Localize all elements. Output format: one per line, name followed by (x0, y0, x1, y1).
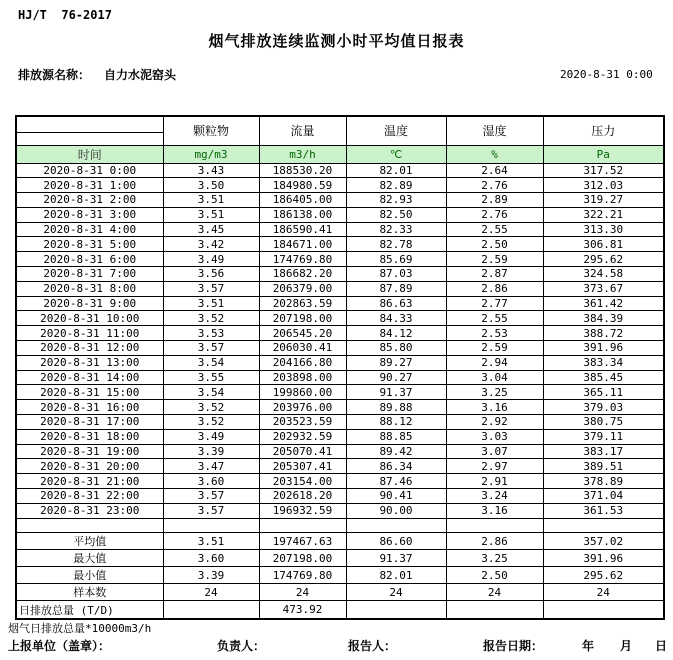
hourly-data-row (16, 355, 664, 370)
value-cell: 388.72 (543, 326, 664, 341)
value-cell: 3.53 (163, 326, 259, 341)
value-cell: 3.57 (163, 503, 259, 518)
row-label-cell: 平均值 (16, 533, 163, 550)
value-cell: 206030.41 (259, 341, 346, 356)
value-cell: 188530.20 (259, 163, 346, 178)
value-cell: 373.67 (543, 281, 664, 296)
value-cell: 383.17 (543, 444, 664, 459)
row-label-cell: 2020-8-31 20:00 (16, 459, 163, 474)
page-title: 烟气排放连续监测小时平均值日报表 (208, 32, 465, 50)
time-column-header: 时间 (16, 145, 163, 163)
value-cell: 2.77 (446, 296, 543, 311)
row-label-cell: 2020-8-31 15:00 (16, 385, 163, 400)
emission-source-name: 自力水泥窑头 (104, 68, 177, 82)
empty-cell (163, 518, 259, 533)
row-label-cell: 2020-8-31 9:00 (16, 296, 163, 311)
hourly-data-row (16, 326, 664, 341)
hourly-data-row (16, 503, 664, 518)
hourly-data-row (16, 207, 664, 222)
hourly-data-row (16, 444, 664, 459)
hourly-data-row (16, 370, 664, 385)
value-cell: 3.54 (163, 355, 259, 370)
row-label-cell: 日排放总量 (T/D) (16, 601, 163, 619)
value-cell: 24 (446, 584, 543, 601)
hourly-data-row (16, 474, 664, 489)
summary-row (16, 567, 664, 584)
row-label-cell: 2020-8-31 22:00 (16, 489, 163, 504)
value-cell: 84.12 (346, 326, 446, 341)
value-cell: 2.87 (446, 267, 543, 282)
value-cell: 3.54 (163, 385, 259, 400)
value-cell: 3.50 (163, 178, 259, 193)
value-cell: 3.24 (446, 489, 543, 504)
value-cell: 3.60 (163, 550, 259, 567)
value-cell: 206545.20 (259, 326, 346, 341)
value-cell: 385.45 (543, 370, 664, 385)
report-unit-label: 上报单位（盖章）： (8, 639, 111, 653)
column-header-pressure: 压力 (543, 116, 664, 145)
value-cell: 184671.00 (259, 237, 346, 252)
row-label-cell: 2020-8-31 2:00 (16, 193, 163, 208)
value-cell: 197467.63 (259, 533, 346, 550)
value-cell: 174769.80 (259, 567, 346, 584)
value-cell: 206379.00 (259, 281, 346, 296)
value-cell: 91.37 (346, 385, 446, 400)
hourly-data-row (16, 237, 664, 252)
value-cell: 3.25 (446, 385, 543, 400)
value-cell: 3.42 (163, 237, 259, 252)
value-cell: 2.64 (446, 163, 543, 178)
value-cell: 324.58 (543, 267, 664, 282)
day-label: 日 (655, 639, 668, 653)
value-cell: 3.39 (163, 567, 259, 584)
value-cell: 379.03 (543, 400, 664, 415)
hourly-data-row (16, 429, 664, 444)
month-label: 月 (620, 639, 633, 653)
value-cell: 88.85 (346, 429, 446, 444)
value-cell: 3.03 (446, 429, 543, 444)
value-cell: 88.12 (346, 415, 446, 430)
row-label-cell: 2020-8-31 3:00 (16, 207, 163, 222)
value-cell (346, 601, 446, 619)
hourly-data-row (16, 252, 664, 267)
value-cell: 473.92 (259, 601, 346, 619)
summary-row (16, 533, 664, 550)
value-cell: 82.01 (346, 567, 446, 584)
hourly-data-row (16, 415, 664, 430)
value-cell: 3.07 (446, 444, 543, 459)
value-cell: 3.49 (163, 429, 259, 444)
value-cell: 2.76 (446, 207, 543, 222)
empty-cell (16, 518, 163, 533)
value-cell: 313.30 (543, 222, 664, 237)
value-cell: 3.04 (446, 370, 543, 385)
value-cell: 203976.00 (259, 400, 346, 415)
value-cell: 383.34 (543, 355, 664, 370)
value-cell: 91.37 (346, 550, 446, 567)
value-cell: 186682.20 (259, 267, 346, 282)
hourly-data-row (16, 193, 664, 208)
value-cell: 82.50 (346, 207, 446, 222)
hourly-data-row (16, 281, 664, 296)
value-cell: 24 (346, 584, 446, 601)
value-cell: 3.43 (163, 163, 259, 178)
empty-cell (259, 518, 346, 533)
emission-source-line (18, 66, 176, 83)
summary-row (16, 601, 664, 619)
value-cell: 2.92 (446, 415, 543, 430)
value-cell: 82.89 (346, 178, 446, 193)
value-cell: 391.96 (543, 341, 664, 356)
value-cell: 3.52 (163, 400, 259, 415)
value-cell: 89.42 (346, 444, 446, 459)
unit-row (16, 145, 664, 163)
hourly-data-row (16, 489, 664, 504)
value-cell: 322.21 (543, 207, 664, 222)
reporter-label: 报告人： (348, 639, 397, 653)
value-cell: 186405.00 (259, 193, 346, 208)
value-cell: 3.52 (163, 415, 259, 430)
value-cell: 2.59 (446, 252, 543, 267)
unit-humidity: % (446, 145, 543, 163)
standard-code: HJ/T 76-2017 (18, 8, 112, 22)
value-cell: 357.02 (543, 533, 664, 550)
row-label-cell: 2020-8-31 7:00 (16, 267, 163, 282)
value-cell: 82.93 (346, 193, 446, 208)
row-label-cell: 2020-8-31 19:00 (16, 444, 163, 459)
spacer-section (16, 518, 664, 533)
value-cell: 3.51 (163, 207, 259, 222)
row-label-cell: 最小值 (16, 567, 163, 584)
value-cell: 3.51 (163, 296, 259, 311)
value-cell: 3.57 (163, 341, 259, 356)
value-cell: 82.78 (346, 237, 446, 252)
hourly-data-row (16, 459, 664, 474)
value-cell: 3.57 (163, 281, 259, 296)
value-cell: 3.60 (163, 474, 259, 489)
value-cell: 87.03 (346, 267, 446, 282)
hourly-data-row (16, 400, 664, 415)
row-label-cell: 2020-8-31 14:00 (16, 370, 163, 385)
column-header-humidity: 湿度 (446, 116, 543, 145)
value-cell: 184980.59 (259, 178, 346, 193)
value-cell: 24 (543, 584, 664, 601)
hourly-data-row (16, 222, 664, 237)
value-cell: 87.46 (346, 474, 446, 489)
corner-cell-bottom (16, 132, 163, 145)
value-cell: 2.91 (446, 474, 543, 489)
value-cell: 199860.00 (259, 385, 346, 400)
value-cell: 84.33 (346, 311, 446, 326)
hourly-data-rows (16, 163, 664, 518)
value-cell: 3.55 (163, 370, 259, 385)
spacer-row (16, 518, 664, 533)
value-cell: 371.04 (543, 489, 664, 504)
value-cell: 2.86 (446, 281, 543, 296)
value-cell: 3.47 (163, 459, 259, 474)
value-cell: 2.53 (446, 326, 543, 341)
value-cell: 384.39 (543, 311, 664, 326)
value-cell: 2.50 (446, 237, 543, 252)
value-cell: 186138.00 (259, 207, 346, 222)
unit-temperature: ℃ (346, 145, 446, 163)
hourly-data-row (16, 267, 664, 282)
summary-row (16, 550, 664, 567)
value-cell: 203154.00 (259, 474, 346, 489)
summary-row (16, 584, 664, 601)
value-cell: 87.89 (346, 281, 446, 296)
value-cell: 2.94 (446, 355, 543, 370)
value-cell: 389.51 (543, 459, 664, 474)
row-label-cell: 2020-8-31 1:00 (16, 178, 163, 193)
value-cell: 3.16 (446, 400, 543, 415)
row-label-cell: 样本数 (16, 584, 163, 601)
value-cell: 202932.59 (259, 429, 346, 444)
value-cell: 319.27 (543, 193, 664, 208)
empty-cell (446, 518, 543, 533)
value-cell: 207198.00 (259, 550, 346, 567)
value-cell: 203898.00 (259, 370, 346, 385)
value-cell: 186590.41 (259, 222, 346, 237)
column-header-pm: 颗粒物 (163, 116, 259, 145)
year-label: 年 (582, 639, 595, 653)
value-cell: 207198.00 (259, 311, 346, 326)
value-cell: 202618.20 (259, 489, 346, 504)
value-cell: 391.96 (543, 550, 664, 567)
unit-pressure: Pa (543, 145, 664, 163)
row-label-cell: 2020-8-31 0:00 (16, 163, 163, 178)
value-cell: 86.60 (346, 533, 446, 550)
hourly-data-row (16, 385, 664, 400)
value-cell: 203523.59 (259, 415, 346, 430)
value-cell: 380.75 (543, 415, 664, 430)
value-cell: 86.34 (346, 459, 446, 474)
value-cell: 3.56 (163, 267, 259, 282)
hourly-data-row (16, 178, 664, 193)
row-label-cell: 2020-8-31 8:00 (16, 281, 163, 296)
value-cell: 85.69 (346, 252, 446, 267)
value-cell: 2.86 (446, 533, 543, 550)
value-cell: 174769.80 (259, 252, 346, 267)
empty-cell (346, 518, 446, 533)
value-cell: 361.42 (543, 296, 664, 311)
value-cell: 82.01 (346, 163, 446, 178)
value-cell: 2.55 (446, 311, 543, 326)
value-cell: 85.80 (346, 341, 446, 356)
column-header-temperature: 温度 (346, 116, 446, 145)
hourly-data-row (16, 311, 664, 326)
column-header-flow: 流量 (259, 116, 346, 145)
value-cell: 2.59 (446, 341, 543, 356)
row-label-cell: 2020-8-31 4:00 (16, 222, 163, 237)
value-cell: 90.41 (346, 489, 446, 504)
emission-source-label: 排放源名称： (18, 68, 91, 82)
row-label-cell: 2020-8-31 6:00 (16, 252, 163, 267)
value-cell: 3.51 (163, 193, 259, 208)
value-cell: 317.52 (543, 163, 664, 178)
corner-cell-top (16, 116, 163, 132)
value-cell: 2.50 (446, 567, 543, 584)
value-cell: 86.63 (346, 296, 446, 311)
value-cell: 24 (163, 584, 259, 601)
value-cell (446, 601, 543, 619)
value-cell: 196932.59 (259, 503, 346, 518)
value-cell: 202863.59 (259, 296, 346, 311)
value-cell: 3.51 (163, 533, 259, 550)
value-cell: 2.55 (446, 222, 543, 237)
empty-cell (543, 518, 664, 533)
row-label-cell: 2020-8-31 12:00 (16, 341, 163, 356)
value-cell: 3.25 (446, 550, 543, 567)
row-label-cell: 2020-8-31 5:00 (16, 237, 163, 252)
value-cell: 312.03 (543, 178, 664, 193)
hourly-data-row (16, 296, 664, 311)
value-cell (543, 601, 664, 619)
footer-note: 烟气日排放总量*10000m3/h (8, 622, 152, 635)
value-cell: 3.49 (163, 252, 259, 267)
value-cell: 90.27 (346, 370, 446, 385)
report-date-label: 报告日期： (483, 639, 544, 653)
value-cell: 295.62 (543, 252, 664, 267)
value-cell: 361.53 (543, 503, 664, 518)
value-cell: 295.62 (543, 567, 664, 584)
value-cell: 3.39 (163, 444, 259, 459)
value-cell: 90.00 (346, 503, 446, 518)
value-cell: 3.52 (163, 311, 259, 326)
hourly-average-table (15, 115, 665, 620)
pollutant-name-row (16, 116, 664, 132)
row-label-cell: 2020-8-31 17:00 (16, 415, 163, 430)
value-cell: 205070.41 (259, 444, 346, 459)
table-header (16, 116, 664, 163)
responsible-person-label: 负责人： (217, 639, 266, 653)
value-cell: 379.11 (543, 429, 664, 444)
value-cell: 82.33 (346, 222, 446, 237)
unit-flow: m3/h (259, 145, 346, 163)
value-cell: 2.89 (446, 193, 543, 208)
row-label-cell: 2020-8-31 10:00 (16, 311, 163, 326)
value-cell: 378.89 (543, 474, 664, 489)
report-datetime: 2020-8-31 0:00 (560, 68, 653, 81)
row-label-cell: 2020-8-31 11:00 (16, 326, 163, 341)
row-label-cell: 2020-8-31 23:00 (16, 503, 163, 518)
row-label-cell: 2020-8-31 13:00 (16, 355, 163, 370)
value-cell: 2.97 (446, 459, 543, 474)
value-cell: 89.27 (346, 355, 446, 370)
hourly-data-row (16, 163, 664, 178)
value-cell: 3.16 (446, 503, 543, 518)
value-cell: 2.76 (446, 178, 543, 193)
value-cell: 306.81 (543, 237, 664, 252)
value-cell: 365.11 (543, 385, 664, 400)
row-label-cell: 2020-8-31 16:00 (16, 400, 163, 415)
value-cell: 89.88 (346, 400, 446, 415)
unit-pm: mg/m3 (163, 145, 259, 163)
row-label-cell: 2020-8-31 21:00 (16, 474, 163, 489)
summary-rows (16, 533, 664, 619)
row-label-cell: 2020-8-31 18:00 (16, 429, 163, 444)
value-cell (163, 601, 259, 619)
value-cell: 3.45 (163, 222, 259, 237)
value-cell: 24 (259, 584, 346, 601)
signature-line (0, 637, 673, 655)
value-cell: 205307.41 (259, 459, 346, 474)
value-cell: 204166.80 (259, 355, 346, 370)
value-cell: 3.57 (163, 489, 259, 504)
row-label-cell: 最大值 (16, 550, 163, 567)
hourly-data-row (16, 341, 664, 356)
